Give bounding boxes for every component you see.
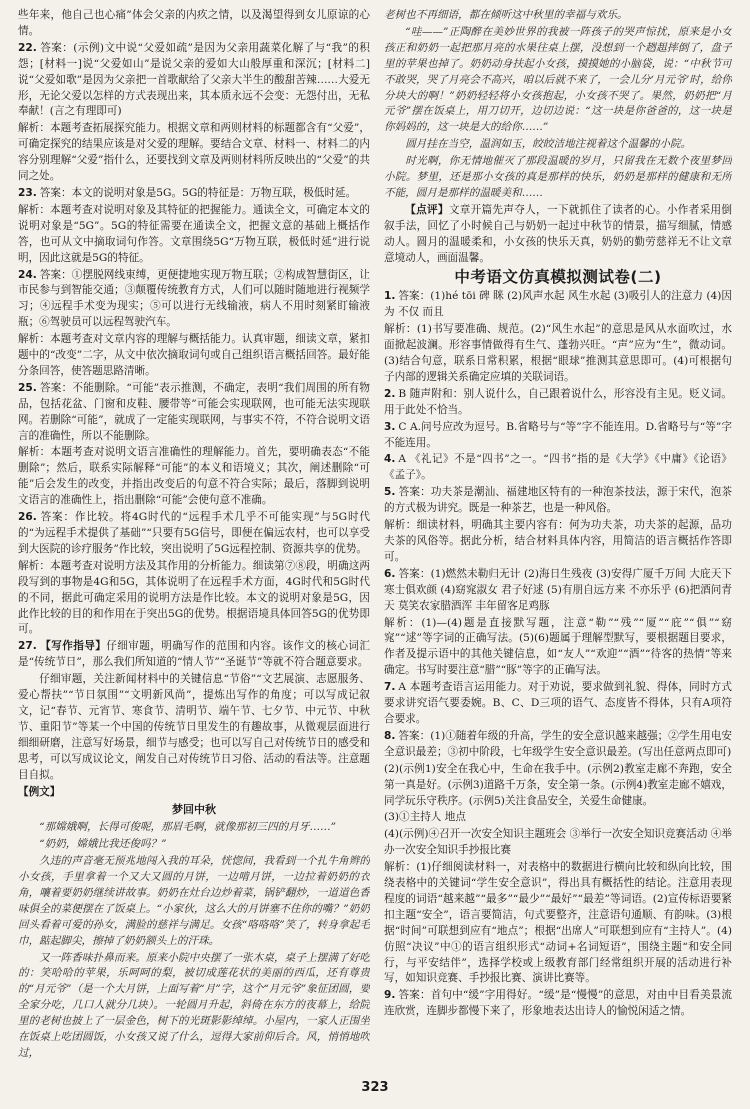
explanation-paragraph <box>384 518 732 566</box>
paragraph-text: A 《礼记》不是“四书”之一。“四书”指的是《大学》《中庸》《论语》《孟子》。 <box>384 453 732 482</box>
page-number: 323 <box>361 1080 389 1095</box>
question-answer <box>384 567 732 615</box>
essay-paragraph <box>18 837 370 853</box>
paragraph-text: “那嫦娥啊，长得可俊呢，那眉毛啊，就像那初三四的月牙……” <box>39 821 337 834</box>
explanation-paragraph <box>18 332 370 380</box>
paragraph-text: 解析：(1)书写要准确、规范。(2)“风生水起”的意思是风从水面吹过，水面掀起波澜。形容事情做得有生气、蓬勃兴旺。“声”应为“生”，微动词。(3)结合句意，联系日常积累，根据“眼球”推测其意思即可。(4)可根据句子内部的逻辑关系确定应填的关联词语。 <box>384 323 732 383</box>
essay-paragraph <box>384 137 732 153</box>
explanation-paragraph <box>18 445 370 509</box>
paragraph-text: (3)①主持人 地点 <box>384 811 466 824</box>
question-answer <box>384 485 732 517</box>
paragraph-text: 解析：本题考查对说明对象及其特征的把握能力。通读全文，可确定本文的说明对象是“5G”。5G的特征需要在通读全文，把握文意的基础上概括作答，也可从文中摘取词句作答。文章围绕5G“万物互联，极低时延”进行说明，因此这就是5G的特征。 <box>18 203 370 264</box>
explanation-paragraph <box>18 203 370 267</box>
paragraph-text: 答案：(1)①随着年级的升高，学生的安全意识越来越强；②学生用电安全意识最差；③初中阶段，七年级学生安全意识最差。(写出任意两点即可) <box>384 729 732 758</box>
essay-paragraph <box>18 854 370 949</box>
paragraph-text: 答案：(1)hé tōi 碑 眯 (2)风声水起 风生水起 (3)吸引人的注意力 (4)因为 不仅 而且 <box>384 290 732 319</box>
question-number: 25. <box>18 381 37 394</box>
question-answer <box>18 268 370 332</box>
question-number: 7. <box>384 681 396 694</box>
paragraph-text: B 随声附和：别人说什么，自己跟着说什么，形容没有主见。贬义词。用于此处不恰当。 <box>384 387 732 416</box>
right-column <box>384 8 732 1069</box>
question-number: 3. <box>384 420 396 433</box>
paragraph-text: 些年来，他自己也心痛”体会父亲的内疚之情，以及渴望得到女儿原谅的心情。 <box>18 9 370 37</box>
question-answer <box>384 729 732 761</box>
paragraph-text: 答案：作比较。将4G时代的“远程手术几乎不可能实现”与5G时代的“为远程手术提供了基础”“只要有5G信号，即便在偏远农村，也可以享受到大医院的诊疗服务”作比较，突出说明了5G远程控制、资源共享的优势。 <box>18 511 370 555</box>
paragraph-text: 久违的声音毫无预兆地闯入我的耳朵，恍惚间，我看到一个扎牛角辫的小女孩，手里拿着一个又大又圆的月饼，一边啃月饼，一边拉着奶奶的衣角，嚷着要奶奶继续讲故事。奶奶在灶台边炒着菜，锅铲翻炒，一道道色香味俱全的菜便摆在了饭桌上。“小家伙，这么大的月饼塞不住你的嘴？”奶奶回头看着可爱的孙女，满脸的慈祥与满足。女孩“咯咯咯”笑了，转身拿起毛巾，踮起脚尖，擦掉了奶奶额头上的汗珠。 <box>18 855 370 947</box>
question-number: 1. <box>384 290 396 303</box>
paragraph-text: 解析：本题考查对说明文语言准确性的理解能力。首先，要明确表态“不能删除”；然后，联系实际解释“可能”的本义和语境义；其次，阐述删除“可能”后会发生的改变，并指出改变后的句意不符合实际；最后，落脚到说明文语言的准确性上，指出删除“可能”会使句意不准确。 <box>18 446 370 507</box>
paragraph-text: 仔细审题，明确写作的范围和内容。该作文的核心词汇是“传统节日”，那么我们所知道的“情人节”“圣诞节”等就不符合题意要求。 <box>18 640 370 669</box>
question-number: 5. <box>384 486 396 499</box>
explanation-paragraph <box>18 8 370 40</box>
paragraph-text: C A.问号应改为逗号。B.省略号与“等”字不能连用。D.省略号与“等”字不能连用。 <box>384 420 732 449</box>
essay-paragraph <box>384 25 732 136</box>
paragraph-text: 答案：不能删除。“可能”表示推测，不确定，表明“我们周围的所有物品，包括花盆、门窗和皮鞋、腰带等”可能会实现联网，也可能无法实现联网。若删除“可能”，就成了一定能实现联网，与事实不符，不符合说明文语言的准确性，所以不能删除。 <box>18 381 370 442</box>
essay-paragraph <box>18 951 370 1062</box>
paragraph-text: 解析：本题考查对说明方法及其作用的分析能力。细读第⑦⑧段，明确这两段写到的事物是4G和5G，其体说明了在远程手术方面，4G时代和5G时代的不同，据此可确定采用的说明方法是作比较。本文的说明对象是5G，因此作比较的目的和作用在于突出5G的优势。根据语境具体回答5G的优势即可。 <box>18 559 370 636</box>
left-column <box>18 8 370 1069</box>
question-number: 8. <box>384 729 396 742</box>
explanation-paragraph <box>384 762 732 810</box>
question-answer <box>384 387 732 419</box>
question-number: 4. <box>384 453 396 466</box>
question-answer <box>384 452 732 484</box>
paragraph-text: 解析：本题考查对文章内容的理解与概括能力。认真审题，细读文章，紧扣题中的“改变”二字，从文中依次摘取词句或自己组织语言概括回答。最好能分条回答，使答题思路清晰。 <box>18 333 370 377</box>
essay-title: 梦回中秋 <box>172 803 216 817</box>
paragraph-text: 解析：细读材料，明确其主要内容有：何为功夫茶，功夫茶的起源，品功夫茶的风俗等。据此分析，结合材料具体内容，用简洁的语言概括作答即可。 <box>384 519 732 563</box>
essay-paragraph <box>18 820 370 836</box>
paragraph-text: 文章开篇先声夺人，一下就抓住了读者的心。小作者采用倒叙手法，回忆了小时候自己与奶奶一起过中秋节的情景，描写细腻，情感动人。圆月的温暖柔和，小女孩的快乐天真，奶奶的勤劳慈祥无不让文章意境动人，画面温馨。 <box>384 203 732 264</box>
question-number: 26. <box>18 511 37 524</box>
paragraph-text: 答案：功夫茶是潮汕、福建地区特有的一种泡茶技法，源于宋代，泡茶的方式极为讲究。既是一种茶艺，也是一种风俗。 <box>384 486 732 515</box>
explanation-paragraph <box>18 672 370 783</box>
paragraph-text: 仔细审题，关注新闻材料中的关键信息“节俗”“文艺展演、志愿服务、爱心帮扶”“节日氛围”“文明新风尚”，提炼出写作的角度；可以写成记叙文，记“春节、元宵节、寒食节、清明节、端午节、七夕节、中元节、中秋节、重阳节”等某一个中国的传统节日里发生的有趣故事，从微观层面进行细细研磨，注意写好场景，细节与感受；也可以写自己对传统节日的感受和思考，可以写成议论文，阐发自己对传统节日习俗、活动的看法等。注意题目自拟。 <box>18 673 370 781</box>
question-answer <box>18 186 370 202</box>
paragraph-text: 解析：本题考查拓展探究能力。根据文章和两则材料的标题都含有“父爱”，可确定探究的结果应该是对父爱的理解。要结合文章、材料一、材料二的内容分别理解“父爱”指什么，还要找到文章及两则材料所反映出的“父爱”的共同之处。 <box>18 122 370 183</box>
section-title: 中考语文仿真模拟测试卷(二) <box>454 267 662 286</box>
explanation-paragraph <box>384 827 732 859</box>
question-answer <box>384 420 732 452</box>
paragraph-text: 老树也不再细语，都在倾听这中秋里的幸福与欢乐。 <box>384 9 628 21</box>
explanation-paragraph <box>18 559 370 639</box>
paragraph-text: 答案：(1)燃然未勒归无计 (2)海日生残夜 (3)安得广厦千万间 大庇天下寒士俱欢颜 (4)窈窕淑女 君子好逑 (5)有朋自远方来 不亦乐乎 (6)把酒问青天 莫笑农家腊酒浑 丰年留客足鸡豚 <box>384 567 732 612</box>
question-number: 6. <box>384 567 396 580</box>
explanation-paragraph <box>384 203 732 267</box>
essay-paragraph <box>384 154 732 202</box>
question-answer <box>384 680 732 728</box>
paragraph-text: (4)(示例)④召开一次安全知识主题班会 ③举行一次安全知识竞赛活动 ④举办一次安全知识手抄报比赛 <box>384 828 732 857</box>
paragraph-text: 答案：本文的说明对象是5G。5G的特征是：万物互联，极低时延。 <box>39 186 357 199</box>
section-label: 【点评】 <box>405 203 449 216</box>
example-label: 【例文】 <box>18 785 61 798</box>
paragraph-text: A 本题考查语言运用能力。对于劝说，要求做到礼貌、得体，同时方式要求讲究语气要委婉。B、C、D三项的语气、态度皆不得体，只有A项符合要求。 <box>384 681 732 725</box>
explanation-paragraph <box>384 322 732 386</box>
question-number: 27. <box>18 640 37 653</box>
essay-paragraph <box>384 8 732 24</box>
paragraph-text: 时光啊，你无情地催灭了那段温暖的岁月，只留我在无数个夜里梦回小院。梦里，还是那小女孩的真是那样的快乐，奶奶是那样的健康和无所不能，圆月是那样的温暖美和…… <box>384 155 732 199</box>
question-answer <box>384 289 732 321</box>
paragraph-text: 圆月挂在当空，温润如玉，皎皎洁地注视着这个温馨的小院。 <box>405 138 692 151</box>
explanation-paragraph <box>18 121 370 185</box>
paragraph-text: 解析：(1)—(4)题是直接默写题，注意“勒”“残”“厦”“庇”“俱”“窈窕”“逑”等字词的正确写法。(5)(6)题属于理解型默写，要根据题目要求，作者及提示语中的其他关键信息，如“友人”“欢迎”“酒”“待客的热情”等来确定。书写时要注意“腊”“豚”等字的正确写法。 <box>384 616 732 677</box>
question-number: 9. <box>384 989 396 1002</box>
paragraph-text: 又一阵香味扑鼻而来。原来小院中央摆了一张木桌，桌子上摆满了好吃的：笑哈哈的苹果，乐呵呵的梨，被切成莲花状的美丽的西瓜，还有尊贵的“月元爷”（是一个大月饼，上面写着“月”字，这个“月元爷”象征团圆，要全家分吃，几口人就分几块）。一轮圆月升起，斜倚在东方的夜幕上，给院里的老树也披上了一层金色，树下的光斑影影绰绰。小屋内，一家人正围坐在饭桌上吃团圆饭，小女孩又说了什么，逗得大家前仰后合。风，悄悄地吹过， <box>18 951 370 1059</box>
question-answer <box>18 41 370 121</box>
paragraph-text: “奶奶，嫦娥比我还俊吗？” <box>39 838 167 851</box>
question-answer <box>18 381 370 445</box>
paragraph-text: 答案：首句中“缓”字用得好。“缓”是“慢慢”的意思，对由中目看美景流连欣赏，连脚步都慢下来了，形象地表达出诗人的愉悦闲适之情。 <box>384 989 732 1018</box>
paragraph-text: 答案：(示例)文中说“父爱如疏”是因为父亲用蔬菜化解了与“我”的积怨；[材料一]说“父爱如山”是说父亲的爱如大山般厚重和深沉；[材料二]说“父爱如歌”是因为父亲把一首歌献给了父亲大半生的酸甜苦辣……大爱无形，无论父爱以怎样的方式表现出来，其本质永远不会变：无怨付出，无私奉献！(言之有理即可) <box>18 41 370 118</box>
paragraph-text: 答案：①摆脱网线束缚，更便捷地实现万物互联；②构成智慧街区，让市民参与到智能交通；③颠覆传统教育方式，人们可以随时随地进行视频学习；④远程手术变为现实；⑤可以进行无线输液，病人不用时刻紧盯输液瓶；⑥驾驶员可以远程驾驶汽车。 <box>18 268 370 329</box>
explanation-paragraph <box>384 616 732 680</box>
question-answer <box>18 639 370 671</box>
question-number: 22. <box>18 41 37 54</box>
explanation-paragraph <box>384 810 732 826</box>
paragraph-text: 解析：(1)仔细阅读材料一，对表格中的数据进行横向比较和纵向比较，围绕表格中的关键词“学生安全意识”，得出具有概括性的结论。注意用表现程度的词语“越来越”“最多”“最少”“最好”“最差”等词语。(2)宣传标语要紧扣主题“安全”，语言要简洁，句式要整齐，注意语句通顺、有韵味。(3)根据“时间”可联想到应有“地点”；根据“出席人”可联想到应有“主持人”。(4)仿照“决议”中①的语言组织形式“动词+名词短语”，围绕主题“和安全同行，与平安结伴”，选择学校或上级教育部门经常组织开展的活动进行补写，如知识竞赛、手抄报比赛、演讲比赛等。 <box>384 861 732 985</box>
paragraph-text: “哇——”正陶醉在美妙世界的我被一阵孩子的哭声惊扰，原来是小女孩正和奶奶一起把那月亮的水果往桌上摆，没想到一个趔趄摔倒了，盘子里的苹果也掉了。奶奶动身扶起小女孩，摸摸她的小脑袋，说：“中秋节可不敢哭，哭了月亮会不高兴，咱以后就不来了，一会儿分‘月元爷’时，给你分块大的啊！”奶奶轻轻将小女孩抱起，小女孩不哭了。果然，奶奶把“月元爷”摆在饭桌上，用刀切开，边切边说：“这一块是你爸爸的，这一块是你妈妈的，这一块是大的给你……” <box>384 25 732 134</box>
question-number: 24. <box>18 268 37 281</box>
explanation-paragraph <box>384 860 732 987</box>
paragraph-text: (2)(示例1)安全在我心中，生命在我手中。(示例2)教室走廊不奔跑，安全第一真是好。(示例3)道路千万条，安全第一条。(示例4)教室走廊不嬉戏，同学玩乐守秩序。(示例5)关注食品安全，关爱生命健康。 <box>384 762 732 807</box>
question-number: 2. <box>384 387 396 400</box>
question-answer <box>18 510 370 558</box>
question-number: 23. <box>18 186 37 199</box>
question-answer <box>384 988 732 1020</box>
section-label: 【写作指导】 <box>39 640 107 653</box>
